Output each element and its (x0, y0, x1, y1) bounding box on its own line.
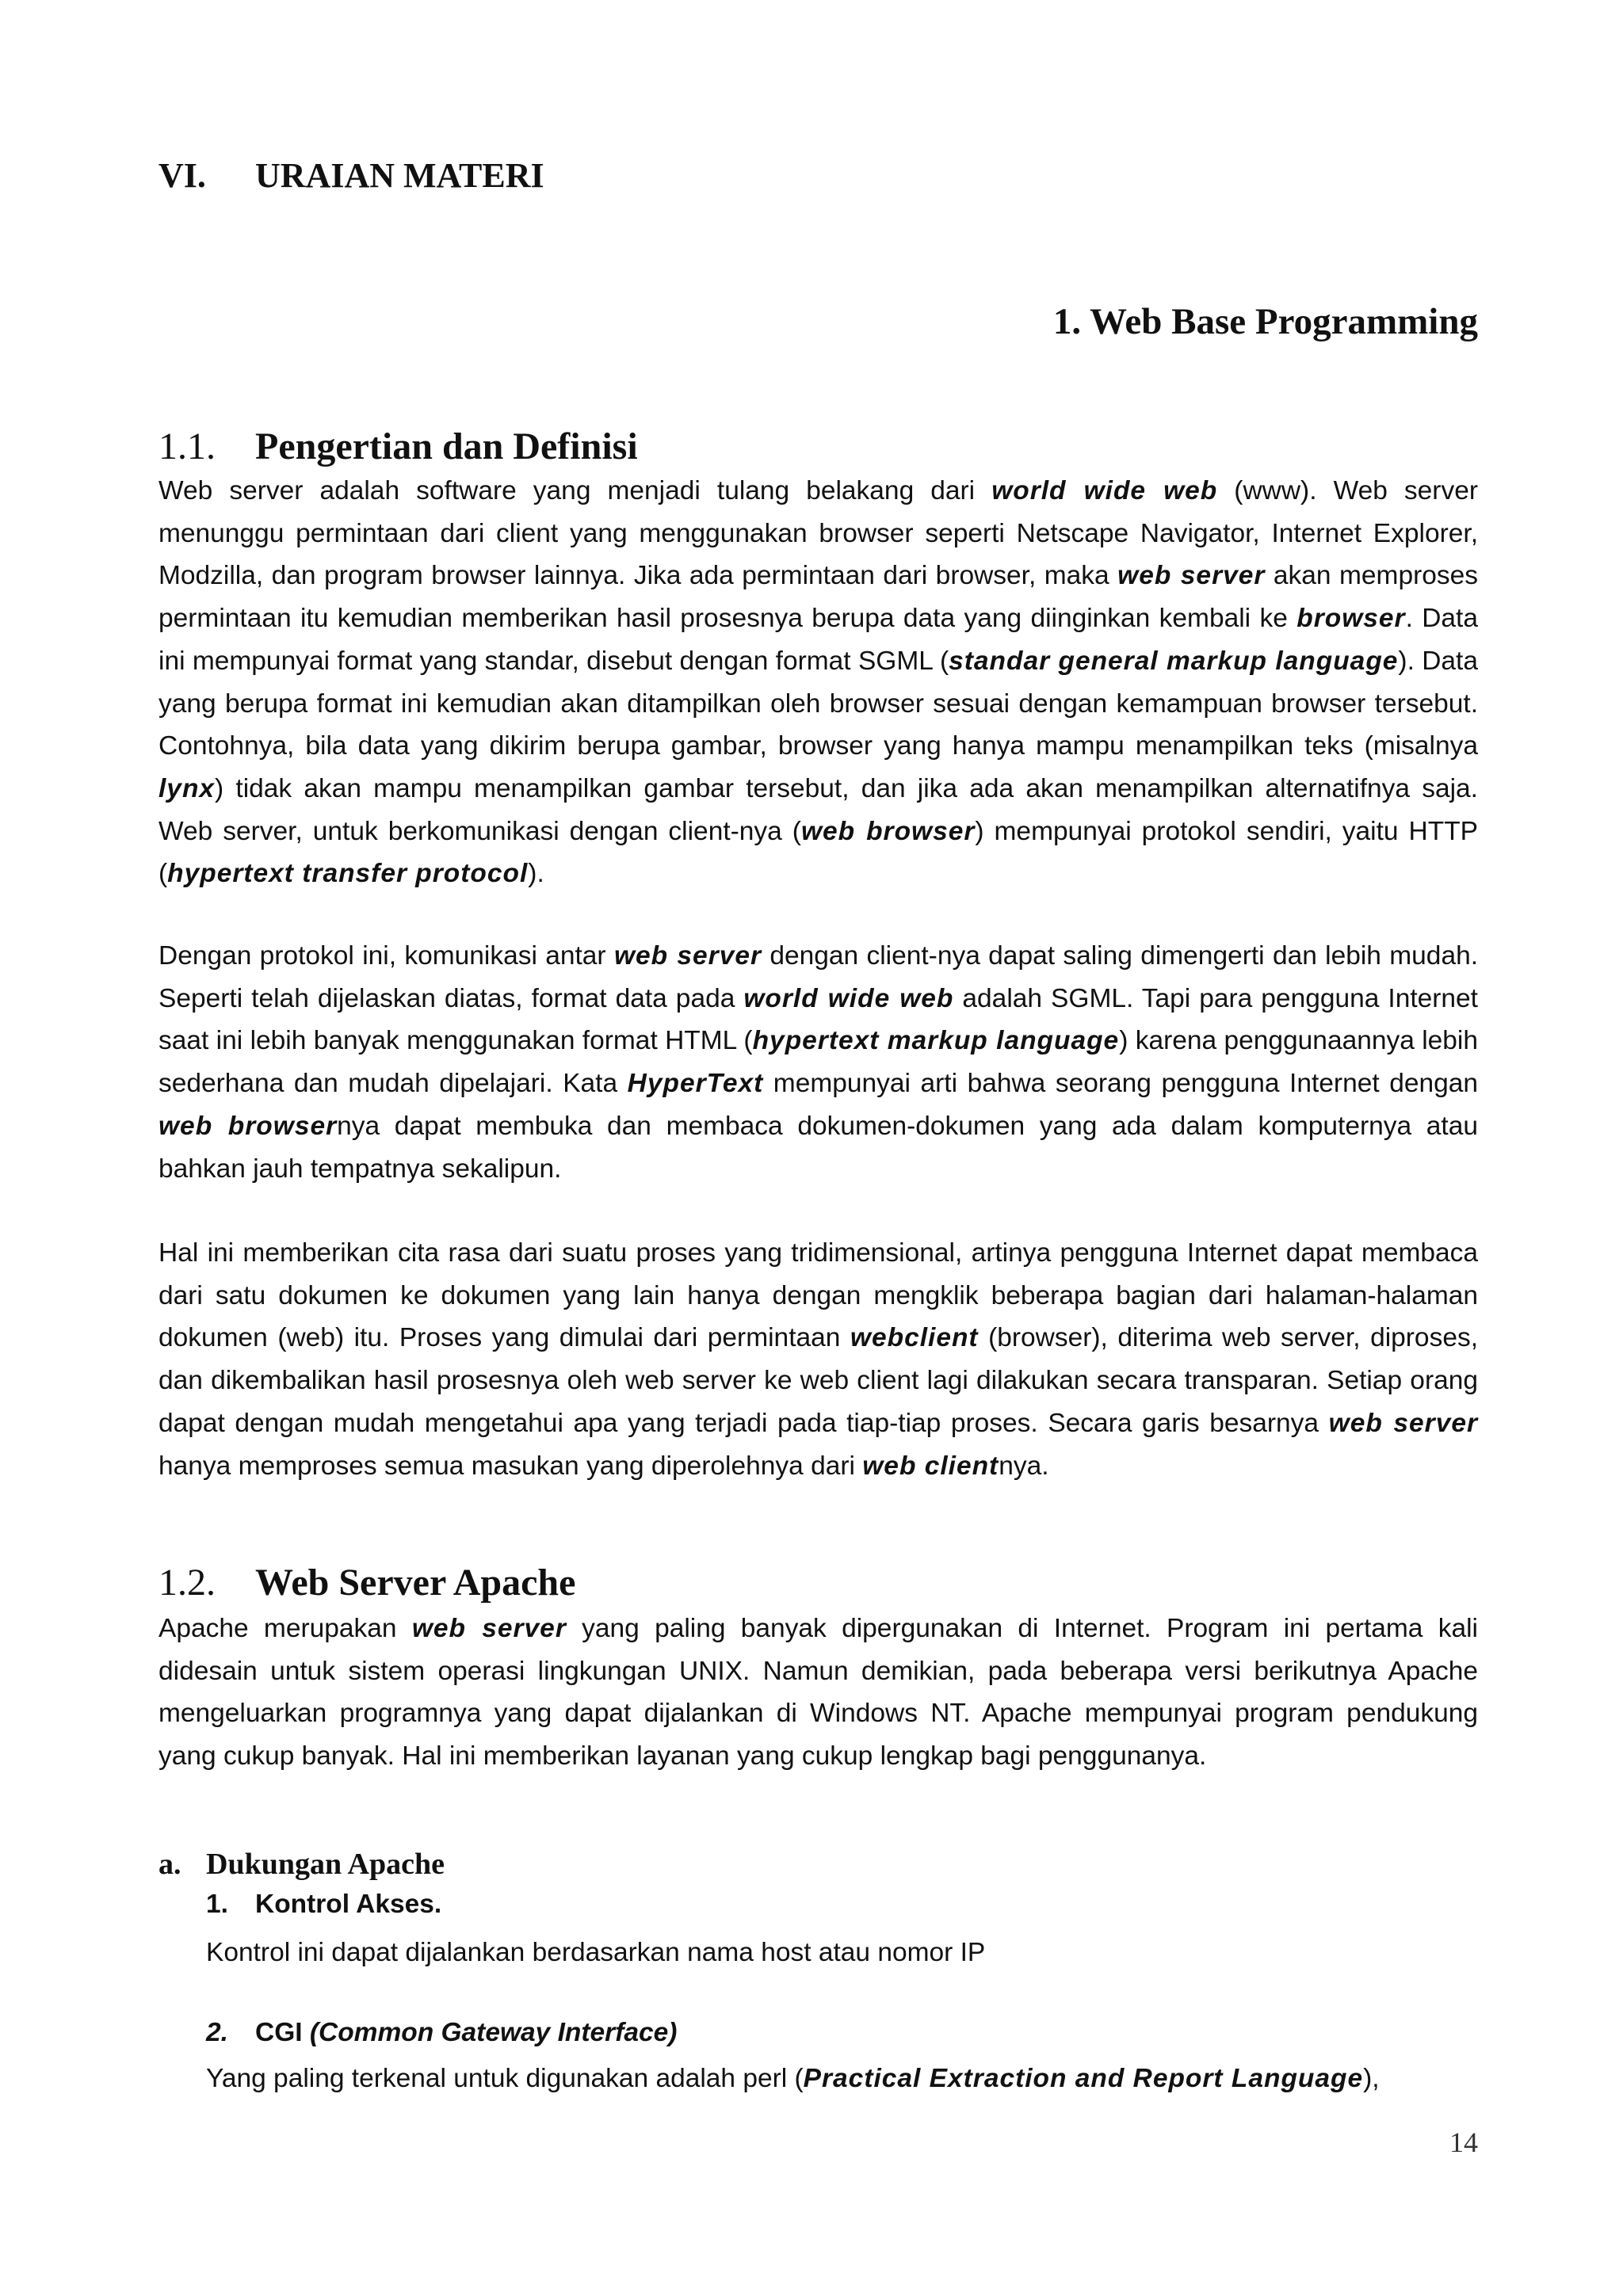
list-item-kontrol-akses-body: Kontrol ini dapat dijalankan berdasarkan nama host atau nomor IP (206, 1938, 986, 1967)
emphasis-term: web server (1328, 1408, 1478, 1438)
paragraph-definition: Web server adalah software yang menjadi tulang belakang dari world wide web (www). Web server menunggu permintaan dari client yang menggunakan browser seperti Netscape Navigator, Internet Explorer, Modzilla, dan program browser lainnya. Jika ada permintaan dari browser, maka web server akan memproses permintaan itu kemudian memberikan hasil prosesnya berupa data yang diinginkan kembali ke browser. Data ini mempunyai format yang standar, disebut dengan format SGML (standar general markup language). Data yang berupa format ini kemudian akan ditampilkan oleh browser sesuai dengan kemampuan browser tersebut. Contohnya, bila data yang dikirim berupa gambar, browser yang hanya mampu menampilkan teks (misalnya lynx) tidak akan mampu menampilkan gambar tersebut, dan jika ada akan menampilkan alternatifnya saja. Web server, untuk berkomunikasi dengan client-nya (web browser) mempunyai protokol sendiri, yaitu HTTP (hypertext transfer protocol). (158, 476, 1479, 889)
subsection-number: 1.1. (158, 425, 216, 467)
chapter-title: URAIAN MATERI (255, 156, 544, 195)
emphasis-term: webclient (850, 1323, 979, 1353)
emphasis-term: web browser (158, 1111, 338, 1141)
list-item-kontrol-akses-title (206, 1890, 441, 1920)
list-letter: a. (158, 1848, 181, 1881)
list-item-cgi-body: Yang paling terkenal untuk digunakan adalah perl (Practical Extraction and Report Language), (206, 2064, 1380, 2093)
emphasis-term: hypertext transfer protocol (167, 859, 529, 889)
emphasis-term: web client (862, 1451, 999, 1481)
emphasis-term: web server (1117, 561, 1266, 591)
list-item-cgi-title (206, 2018, 677, 2048)
emphasis-term: HyperText (627, 1069, 764, 1099)
emphasis-term: web browser (800, 816, 976, 846)
list-item-number: 1. (206, 1890, 228, 1919)
list-heading-dukungan-apache (158, 1847, 445, 1882)
subsection-heading-1-2 (158, 1561, 575, 1604)
paragraph-tridimensional: Hal ini memberikan cita rasa dari suatu proses yang tridimensional, artinya pengguna Internet dapat membaca dari satu dokumen ke dokumen yang lain hanya dengan mengklik beberapa bagian dari halaman-halaman dokumen (web) itu. Proses yang dimulai dari permintaan webclient (browser), diterima web server, diproses, dan dikembalikan hasil prosesnya oleh web server ke web client lagi dilakukan secara transparan. Setiap orang dapat dengan mudah mengetahui apa yang terjadi pada tiap-tiap proses. Secara garis besarnya web server hanya memproses semua masukan yang diperolehnya dari web clientnya. (158, 1238, 1479, 1481)
list-heading-title: Dukungan Apache (206, 1848, 445, 1881)
emphasis-term: world wide web (743, 983, 954, 1013)
list-item-title: Kontrol Akses. (255, 1890, 442, 1919)
subsection-title: Pengertian dan Definisi (255, 425, 638, 467)
emphasis-term: web server (613, 941, 762, 971)
emphasis-term: lynx (158, 773, 216, 803)
page-number: 14 (1449, 2126, 1478, 2158)
section-title: 1. Web Base Programming (1052, 301, 1478, 342)
subsection-number: 1.2. (158, 1562, 216, 1604)
paragraph-protocol: Dengan protokol ini, komunikasi antar web server dengan client-nya dapat saling dimengerti dan lebih mudah. Seperti telah dijelaskan diatas, format data pada world wide web adalah SGML. Tapi para pengguna Internet saat ini lebih banyak menggunakan format HTML (hypertext markup language) karena penggunaannya lebih sederhana dan mudah dipelajari. Kata HyperText mempunyai arti bahwa seorang pengguna Internet dengan web browsernya dapat membuka dan membaca dokumen-dokumen yang ada dalam komputernya atau bahkan jauh tempatnya sekalipun. (158, 941, 1479, 1184)
subsection-heading-1-1 (158, 425, 638, 468)
list-item-number: 2. (206, 2018, 228, 2047)
emphasis-term: Practical Extraction and Report Language (803, 2064, 1364, 2093)
emphasis-term: browser (1296, 604, 1406, 634)
emphasis-term: web server (411, 1614, 567, 1643)
emphasis-term: world wide web (991, 476, 1218, 505)
emphasis-term: hypertext markup language (752, 1026, 1120, 1056)
subsection-title: Web Server Apache (255, 1562, 576, 1604)
list-item-title: CGI (255, 2018, 303, 2047)
paragraph-apache: Apache merupakan web server yang paling banyak dipergunakan di Internet. Program ini pertama kali didesain untuk sistem operasi lingkungan UNIX. Namun demikian, pada beberapa versi berikutnya Apache mengeluarkan programnya yang dapat dijalankan di Windows NT. Apache mempunyai program pendukung yang cukup banyak. Hal ini memberikan layanan yang cukup lengkap bagi penggunanya. (158, 1614, 1478, 1772)
emphasis-term: standar general markup language (949, 646, 1399, 676)
list-item-title-expansion: (Common Gateway Interface) (309, 2018, 678, 2047)
chapter-heading (158, 155, 544, 196)
document-page (158, 0, 1478, 2296)
chapter-number: VI. (158, 156, 206, 195)
